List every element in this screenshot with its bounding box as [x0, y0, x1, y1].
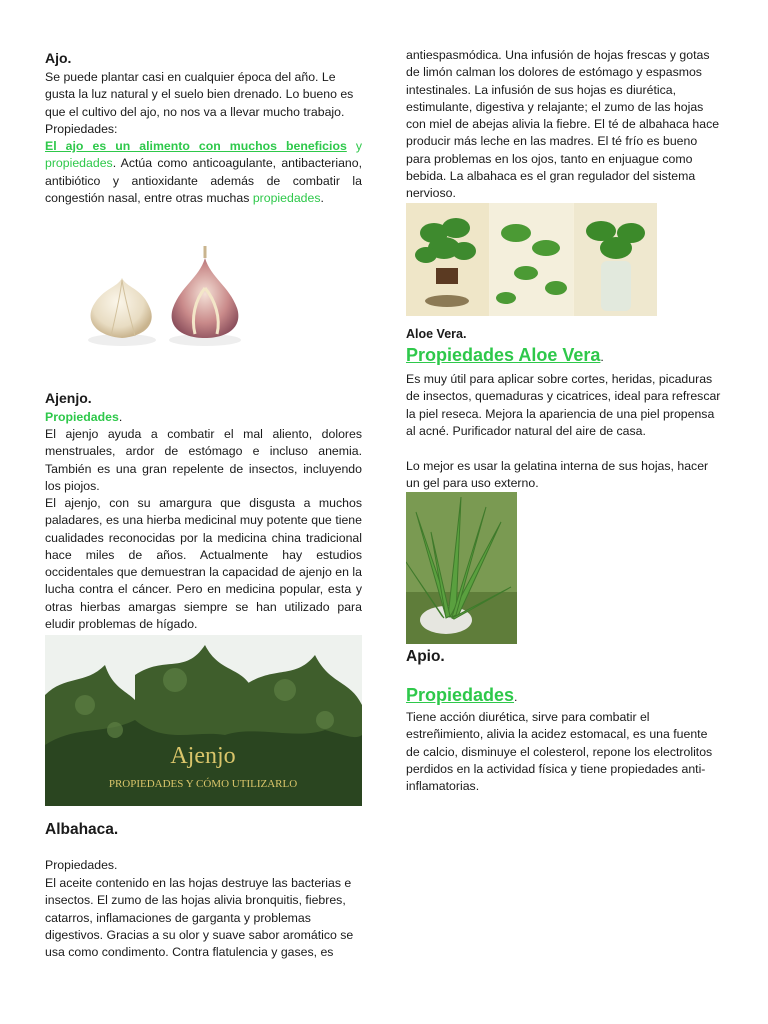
ajenjo-props-link[interactable]: Propiedades	[45, 410, 119, 424]
apio-props-link[interactable]: Propiedades	[406, 685, 515, 705]
ajenjo-props-label	[45, 409, 122, 426]
basil-image	[406, 203, 657, 316]
albahaca-paragraph-1: El aceite contenido en las hojas destruye las bacterias e insectos. El zumo de las hojas alivia bronquitis, fiebres, catarros, inflamaciones de garganta y problemas digestivos. Gracias a su olor y suave sabor aromático se usa como condimento. Contra flatulencia y gases, es	[45, 876, 354, 960]
ajenjo-image-title: Ajenjo	[170, 743, 236, 769]
ajo-body: . Actúa como anticoagulante, antibacteriano, antibiótico y antioxidante además de combatir la congestión nasal, entre otras muchas	[45, 156, 362, 205]
ajo-props-label: Propiedades:	[45, 122, 118, 136]
ajo-title: Ajo.	[45, 50, 72, 66]
aloe-image	[406, 492, 517, 644]
apio-title: Apio.	[406, 648, 445, 665]
ajenjo-paragraph-1: El ajenjo ayuda a combatir el mal aliento, dolores menstruales, ardor de estómago e incluso anemia. También es una gran repelente de insectos, incluyendo los piojos.	[45, 427, 362, 493]
ajo-end: .	[320, 190, 324, 205]
ajenjo-title: Ajenjo.	[45, 390, 92, 406]
ajo-benefits-link[interactable]: El ajo es un alimento con muchos beneficios	[45, 139, 347, 153]
ajenjo-props-dot: .	[118, 410, 123, 424]
ajo-props-link-2[interactable]: propiedades	[252, 190, 321, 205]
albahaca-paragraph-2: antiespasmódica. Una infusión de hojas frescas y gotas de limón calman los dolores de estómago y espasmos intestinales. La infusión de sus hojas es diurética, estimulante, digestiva y relajante; el zumo de las hojas con miel de abejas alivia la fiebre. El té de albahaca hace producir más leche en las madres. El té frío es bueno para problemas en los ojos, tanto en enjuague como bebida. La albahaca es el gran regulador del sistema nervioso.	[406, 48, 720, 201]
ajo-link-y: y	[346, 139, 362, 153]
albahaca-props-label: Propiedades.	[45, 858, 118, 872]
albahaca-title: Albahaca.	[45, 821, 119, 838]
aloe-paragraph-2: Lo mejor es usar la gelatina interna de sus hojas, hacer un gel para uso externo.	[406, 459, 709, 491]
apio-props-dot: .	[514, 690, 518, 704]
apio-props-heading	[406, 685, 517, 706]
aloe-title: Aloe Vera.	[406, 327, 467, 341]
aloe-paragraph-1: Es muy útil para aplicar sobre cortes, heridas, picaduras de insectos, quemaduras y cicatrices, ideal para refrescar la piel reseca. Mejora la apariencia de una piel propensa al acné. Purificador natural del aire de casa.	[406, 372, 721, 438]
aloe-props-dot: .	[600, 350, 604, 364]
ajenjo-paragraph-2: El ajenjo, con su amargura que disgusta a muchos paladares, es una hierba medicinal muy potente que tiene cualidades reconocidas por la medicina china tradicional hace miles de años. Actualmente hay estudios occidentales que demuestran la capacidad de ajenjo en la lucha contra el cáncer. Pero en medicina popular, esta y otras hierbas amargas siempre se han utilizado para eludir problemas de hígado.	[45, 496, 362, 632]
ajo-intro: Se puede plantar casi en cualquier época del año. Le gusta la luz natural y el suelo bien drenado. Lo bueno es que el cultivo del ajo, no nos va a llevar mucho trabajo.	[45, 70, 354, 119]
ajo-props-paragraph	[45, 138, 362, 207]
aloe-props-link[interactable]: Propiedades Aloe Vera	[406, 345, 601, 365]
ajenjo-image	[45, 635, 362, 806]
apio-paragraph: Tiene acción diurética, sirve para combatir el estreñimiento, alivia la acidez estomacal, es una fuente de calcio, disminuye el colesterol, repone los electrolitos perdidos en la actividad física y tiene propiedades anti-inflamatorias.	[406, 710, 713, 794]
aloe-props-heading	[406, 345, 604, 366]
ajo-props-link[interactable]: propiedades	[45, 156, 113, 171]
ajenjo-image-subtitle: PROPIEDADES Y CÓMO UTILIZARLO	[108, 778, 298, 790]
garlic-image	[45, 228, 282, 383]
